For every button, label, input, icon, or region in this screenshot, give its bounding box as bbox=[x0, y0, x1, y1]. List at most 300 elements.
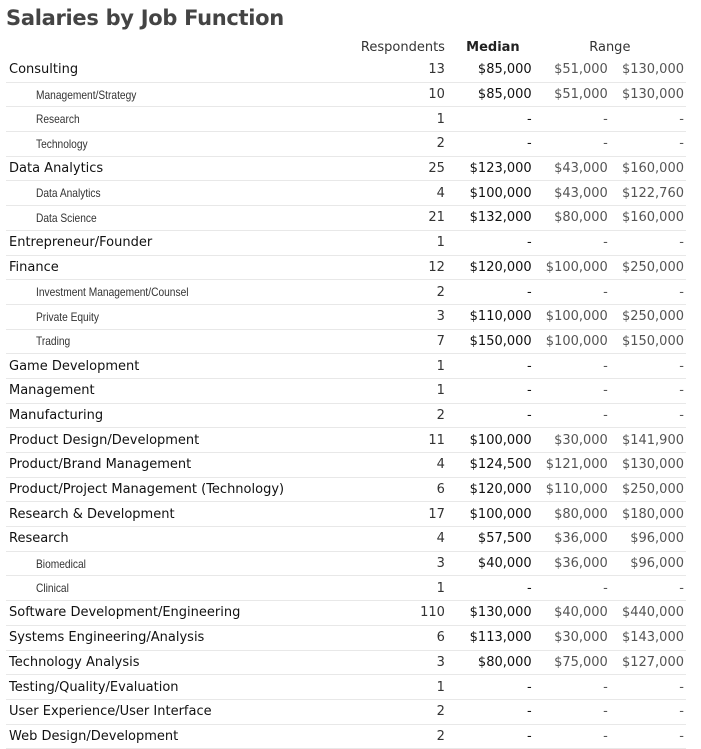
range-low-cell bbox=[534, 329, 610, 354]
row-label bbox=[6, 527, 361, 552]
range-high-cell-text: - bbox=[679, 235, 684, 251]
range-low-cell bbox=[534, 601, 610, 626]
row-label bbox=[6, 576, 361, 601]
median-cell bbox=[447, 230, 534, 255]
respondents-cell bbox=[361, 551, 447, 576]
range-low-cell-text: $51,000 bbox=[554, 62, 608, 78]
row-label bbox=[6, 477, 361, 502]
range-high-cell-text: - bbox=[679, 383, 684, 399]
median-cell bbox=[447, 428, 534, 453]
range-high-cell bbox=[610, 58, 686, 82]
median-cell-text: $80,000 bbox=[477, 654, 532, 670]
table-row bbox=[6, 329, 686, 354]
row-label-text: Product Design/Development bbox=[9, 432, 200, 448]
median-cell bbox=[447, 650, 534, 675]
respondents-cell-text: 6 bbox=[436, 630, 445, 646]
row-label bbox=[6, 453, 361, 478]
range-high-cell bbox=[610, 601, 686, 626]
row-label-text: Testing/Quality/Evaluation bbox=[9, 679, 179, 695]
respondents-cell-text: 6 bbox=[436, 482, 445, 498]
row-label-text: Research & Development bbox=[9, 506, 175, 522]
range-low-cell-text: $80,000 bbox=[554, 506, 608, 522]
table-row bbox=[6, 107, 686, 132]
row-label bbox=[6, 230, 361, 255]
respondents-cell-text: 11 bbox=[428, 432, 445, 448]
table-row bbox=[6, 675, 686, 700]
median-cell-text: $100,000 bbox=[469, 185, 532, 201]
range-low-cell bbox=[534, 206, 610, 231]
median-cell-text: - bbox=[526, 679, 532, 695]
median-cell-text: - bbox=[526, 728, 532, 744]
respondents-cell-text: 2 bbox=[436, 284, 445, 300]
row-label bbox=[6, 403, 361, 428]
row-label-text: Management bbox=[9, 383, 95, 399]
range-high-cell bbox=[610, 625, 686, 650]
range-high-cell-text: $122,760 bbox=[621, 185, 684, 201]
table-header bbox=[6, 36, 686, 58]
row-label bbox=[6, 329, 361, 354]
median-cell-text: $120,000 bbox=[469, 259, 532, 275]
median-cell-text: - bbox=[526, 358, 532, 374]
range-low-cell-text: $36,000 bbox=[554, 531, 608, 547]
row-label-text: Management/Strategy bbox=[36, 87, 137, 102]
range-high-cell bbox=[610, 724, 686, 749]
range-high-cell-text: $160,000 bbox=[621, 161, 684, 177]
range-high-cell bbox=[610, 453, 686, 478]
range-low-cell-text: $43,000 bbox=[554, 185, 608, 201]
respondents-cell bbox=[361, 675, 447, 700]
range-high-cell bbox=[610, 650, 686, 675]
range-low-cell bbox=[534, 181, 610, 206]
range-high-cell bbox=[610, 230, 686, 255]
row-label-text: Consulting bbox=[9, 62, 79, 78]
range-high-cell-text: $150,000 bbox=[621, 333, 684, 349]
range-high-cell-text: $96,000 bbox=[630, 531, 684, 547]
median-cell-text: - bbox=[526, 383, 532, 399]
median-cell-text: - bbox=[526, 284, 532, 300]
table-row bbox=[6, 403, 686, 428]
label-header bbox=[6, 36, 361, 58]
range-high-cell bbox=[610, 280, 686, 305]
table-row bbox=[6, 502, 686, 527]
row-label-text: Trading bbox=[36, 334, 71, 349]
range-high-cell-text: $130,000 bbox=[621, 457, 684, 473]
row-label-text: Research bbox=[9, 531, 69, 547]
row-label bbox=[6, 304, 361, 329]
range-low-cell bbox=[534, 576, 610, 601]
table-row bbox=[6, 230, 686, 255]
respondents-cell bbox=[361, 453, 447, 478]
range-high-cell bbox=[610, 699, 686, 724]
row-label-text: Biomedical bbox=[36, 556, 86, 571]
range-high-cell-text: - bbox=[679, 728, 684, 744]
range-high-cell bbox=[610, 156, 686, 181]
table-row bbox=[6, 428, 686, 453]
row-label-text: Product/Project Management (Technology) bbox=[9, 482, 285, 498]
respondents-cell-text: 3 bbox=[436, 309, 445, 325]
row-label bbox=[6, 699, 361, 724]
range-high-cell-text: - bbox=[679, 704, 684, 720]
median-cell bbox=[447, 206, 534, 231]
row-label-text: Private Equity bbox=[36, 309, 99, 324]
range-high-cell bbox=[610, 477, 686, 502]
table-row bbox=[6, 650, 686, 675]
median-cell bbox=[447, 576, 534, 601]
median-cell bbox=[447, 255, 534, 280]
row-label-text: Clinical bbox=[36, 581, 69, 596]
table-row bbox=[6, 699, 686, 724]
median-cell bbox=[447, 181, 534, 206]
respondents-cell-text: 10 bbox=[428, 87, 445, 103]
range-high-cell-text: $250,000 bbox=[621, 309, 684, 325]
row-label bbox=[6, 650, 361, 675]
median-cell-text: $100,000 bbox=[469, 432, 532, 448]
row-label-text: Data Science bbox=[36, 210, 97, 225]
respondents-cell-text: 4 bbox=[436, 457, 445, 473]
table-row bbox=[6, 551, 686, 576]
range-high-cell bbox=[610, 502, 686, 527]
respondents-cell bbox=[361, 576, 447, 601]
range-high-cell-text: - bbox=[679, 136, 684, 152]
range-high-cell-text: $130,000 bbox=[621, 62, 684, 78]
respondents-cell bbox=[361, 156, 447, 181]
table-row bbox=[6, 255, 686, 280]
row-label-text: Product/Brand Management bbox=[9, 457, 192, 473]
respondents-cell bbox=[361, 699, 447, 724]
range-low-cell bbox=[534, 304, 610, 329]
range-high-cell bbox=[610, 304, 686, 329]
range-low-cell bbox=[534, 527, 610, 552]
respondents-cell-text: 2 bbox=[436, 704, 445, 720]
row-label bbox=[6, 601, 361, 626]
range-high-cell-text: $160,000 bbox=[621, 210, 684, 226]
median-cell-text: $150,000 bbox=[469, 333, 532, 349]
range-low-cell-text: - bbox=[603, 358, 608, 374]
row-label-text: Data Analytics bbox=[9, 161, 104, 177]
respondents-cell-text: 1 bbox=[436, 383, 445, 399]
range-low-cell bbox=[534, 156, 610, 181]
row-label-text: Entrepreneur/Founder bbox=[9, 235, 153, 251]
respondents-cell-text: 4 bbox=[436, 185, 445, 201]
range-low-cell bbox=[534, 132, 610, 157]
median-cell-text: $123,000 bbox=[469, 161, 532, 177]
median-cell-text: - bbox=[526, 136, 532, 152]
range-low-cell bbox=[534, 354, 610, 379]
respondents-cell-text: 3 bbox=[436, 556, 445, 572]
respondents-cell-text: 2 bbox=[436, 728, 445, 744]
respondents-cell-text: 1 bbox=[436, 111, 445, 127]
median-cell bbox=[447, 304, 534, 329]
row-label-text: User Experience/User Interface bbox=[9, 704, 212, 720]
table-row bbox=[6, 527, 686, 552]
respondents-cell bbox=[361, 58, 447, 82]
row-label-text: Data Analytics bbox=[36, 186, 101, 201]
range-low-cell-text: - bbox=[603, 111, 608, 127]
respondents-cell bbox=[361, 354, 447, 379]
row-label-text: Game Development bbox=[9, 358, 140, 374]
range-high-cell-text: $130,000 bbox=[621, 87, 684, 103]
median-cell bbox=[447, 601, 534, 626]
respondents-cell bbox=[361, 82, 447, 107]
range-low-cell-text: $40,000 bbox=[554, 605, 608, 621]
respondents-cell bbox=[361, 378, 447, 403]
range-high-cell-text: $143,000 bbox=[621, 630, 684, 646]
range-high-cell bbox=[610, 403, 686, 428]
row-label bbox=[6, 58, 361, 82]
median-cell bbox=[447, 403, 534, 428]
respondents-cell-text: 25 bbox=[428, 161, 445, 177]
median-cell-text: - bbox=[526, 580, 532, 596]
table-row bbox=[6, 280, 686, 305]
range-high-cell bbox=[610, 329, 686, 354]
respondents-cell-text: 1 bbox=[436, 679, 445, 695]
range-low-cell-text: $75,000 bbox=[554, 654, 608, 670]
respondents-cell-text: 1 bbox=[436, 358, 445, 374]
respondents-cell bbox=[361, 428, 447, 453]
respondents-cell-text: 13 bbox=[428, 62, 445, 78]
row-label bbox=[6, 280, 361, 305]
range-low-cell bbox=[534, 428, 610, 453]
median-cell bbox=[447, 329, 534, 354]
table-row bbox=[6, 576, 686, 601]
row-label bbox=[6, 181, 361, 206]
range-high-cell-text: $250,000 bbox=[621, 259, 684, 275]
table-row bbox=[6, 181, 686, 206]
respondents-cell bbox=[361, 230, 447, 255]
range-high-cell bbox=[610, 132, 686, 157]
range-high-cell-text: - bbox=[679, 679, 684, 695]
respondents-cell-text: 1 bbox=[436, 580, 445, 596]
range-high-cell bbox=[610, 206, 686, 231]
respondents-cell-text: 110 bbox=[420, 605, 445, 621]
row-label bbox=[6, 354, 361, 379]
table-row bbox=[6, 58, 686, 82]
range-low-cell-text: $36,000 bbox=[554, 556, 608, 572]
row-label-text: Web Design/Development bbox=[9, 728, 179, 744]
range-high-cell-text: - bbox=[679, 580, 684, 596]
range-low-cell-text: - bbox=[603, 407, 608, 423]
row-label bbox=[6, 625, 361, 650]
range-low-cell-text: $30,000 bbox=[554, 630, 608, 646]
respondents-cell bbox=[361, 625, 447, 650]
median-cell bbox=[447, 551, 534, 576]
respondents-cell bbox=[361, 181, 447, 206]
range-high-cell bbox=[610, 675, 686, 700]
range-high-cell-text: $96,000 bbox=[630, 556, 684, 572]
respondents-cell bbox=[361, 403, 447, 428]
row-label-text: Manufacturing bbox=[9, 407, 104, 423]
median-cell-text: - bbox=[526, 704, 532, 720]
respondents-cell-text: 12 bbox=[428, 259, 445, 275]
respondents-cell bbox=[361, 601, 447, 626]
row-label-text: Software Development/Engineering bbox=[9, 605, 241, 621]
row-label bbox=[6, 724, 361, 749]
table-row bbox=[6, 354, 686, 379]
median-cell bbox=[447, 280, 534, 305]
row-label bbox=[6, 206, 361, 231]
range-low-cell-text: - bbox=[603, 728, 608, 744]
table-row bbox=[6, 453, 686, 478]
salary-table bbox=[6, 36, 686, 749]
range-low-cell-text: - bbox=[603, 383, 608, 399]
respondents-cell bbox=[361, 206, 447, 231]
median-cell-text: - bbox=[526, 407, 532, 423]
table-row bbox=[6, 206, 686, 231]
range-low-cell bbox=[534, 280, 610, 305]
range-high-cell bbox=[610, 378, 686, 403]
row-label-text: Technology Analysis bbox=[9, 654, 140, 670]
row-label bbox=[6, 428, 361, 453]
range-low-cell-text: $30,000 bbox=[554, 432, 608, 448]
table-row bbox=[6, 601, 686, 626]
range-high-cell bbox=[610, 527, 686, 552]
range-high-cell-text: $440,000 bbox=[621, 605, 684, 621]
row-label-text: Investment Management/Counsel bbox=[36, 285, 189, 300]
range-high-cell-text: - bbox=[679, 358, 684, 374]
range-low-cell-text: $121,000 bbox=[545, 457, 608, 473]
range-header: Range bbox=[589, 39, 631, 55]
respondents-cell-text: 2 bbox=[436, 136, 445, 152]
range-low-cell-text: $51,000 bbox=[554, 87, 608, 103]
range-high-cell-text: - bbox=[679, 407, 684, 423]
range-low-cell-text: $110,000 bbox=[545, 482, 608, 498]
range-low-cell bbox=[534, 82, 610, 107]
respondents-cell-text: 17 bbox=[428, 506, 445, 522]
range-high-cell-text: - bbox=[679, 284, 684, 300]
range-low-cell bbox=[534, 724, 610, 749]
respondents-cell bbox=[361, 527, 447, 552]
median-cell bbox=[447, 527, 534, 552]
range-high-cell bbox=[610, 576, 686, 601]
table-body bbox=[6, 58, 686, 749]
respondents-cell bbox=[361, 650, 447, 675]
range-high-cell bbox=[610, 107, 686, 132]
row-label-text: Technology bbox=[36, 136, 88, 151]
median-cell bbox=[447, 477, 534, 502]
range-low-cell-text: $100,000 bbox=[545, 309, 608, 325]
row-label bbox=[6, 378, 361, 403]
table-row bbox=[6, 156, 686, 181]
median-cell bbox=[447, 675, 534, 700]
median-cell-text: $124,500 bbox=[469, 457, 532, 473]
row-label bbox=[6, 502, 361, 527]
range-low-cell bbox=[534, 453, 610, 478]
range-low-cell bbox=[534, 255, 610, 280]
range-high-cell bbox=[610, 551, 686, 576]
row-label bbox=[6, 156, 361, 181]
respondents-cell bbox=[361, 502, 447, 527]
median-cell bbox=[447, 453, 534, 478]
median-cell bbox=[447, 625, 534, 650]
range-low-cell-text: - bbox=[603, 136, 608, 152]
row-label-text: Research bbox=[36, 112, 80, 127]
median-cell bbox=[447, 132, 534, 157]
respondents-cell-text: 4 bbox=[436, 531, 445, 547]
table-row bbox=[6, 477, 686, 502]
row-label-text: Systems Engineering/Analysis bbox=[9, 630, 205, 646]
respondents-cell bbox=[361, 329, 447, 354]
page-title: Salaries by Job Function bbox=[6, 6, 284, 30]
median-cell-text: $130,000 bbox=[469, 605, 532, 621]
range-low-cell bbox=[534, 675, 610, 700]
median-cell bbox=[447, 724, 534, 749]
row-label bbox=[6, 551, 361, 576]
median-cell bbox=[447, 156, 534, 181]
median-cell bbox=[447, 58, 534, 82]
range-low-cell-text: $100,000 bbox=[545, 333, 608, 349]
range-low-cell-text: $100,000 bbox=[545, 259, 608, 275]
row-label-text: Finance bbox=[9, 259, 59, 275]
range-high-cell bbox=[610, 82, 686, 107]
range-low-cell-text: $43,000 bbox=[554, 161, 608, 177]
range-low-cell bbox=[534, 551, 610, 576]
median-cell-text: $110,000 bbox=[469, 309, 532, 325]
median-cell bbox=[447, 354, 534, 379]
median-cell-text: $85,000 bbox=[477, 62, 532, 78]
median-cell-text: $57,500 bbox=[477, 531, 532, 547]
row-label bbox=[6, 82, 361, 107]
range-high-cell-text: $141,900 bbox=[621, 432, 684, 448]
table-row bbox=[6, 724, 686, 749]
respondents-cell-text: 21 bbox=[428, 210, 445, 226]
range-low-cell bbox=[534, 403, 610, 428]
range-high-cell-text: $250,000 bbox=[621, 482, 684, 498]
median-cell bbox=[447, 699, 534, 724]
median-cell-text: - bbox=[526, 111, 532, 127]
median-cell-text: $132,000 bbox=[469, 210, 532, 226]
row-label bbox=[6, 132, 361, 157]
table-row bbox=[6, 82, 686, 107]
respondents-cell-text: 2 bbox=[436, 407, 445, 423]
median-cell-text: $120,000 bbox=[469, 482, 532, 498]
median-cell bbox=[447, 502, 534, 527]
median-cell-text: - bbox=[526, 235, 532, 251]
range-low-cell bbox=[534, 650, 610, 675]
range-high-cell bbox=[610, 181, 686, 206]
respondents-cell bbox=[361, 255, 447, 280]
range-high-cell bbox=[610, 354, 686, 379]
range-low-cell bbox=[534, 58, 610, 82]
median-cell-text: $113,000 bbox=[469, 630, 532, 646]
table-row bbox=[6, 625, 686, 650]
range-low-cell-text: - bbox=[603, 679, 608, 695]
range-high-cell bbox=[610, 428, 686, 453]
table-row bbox=[6, 132, 686, 157]
row-label bbox=[6, 255, 361, 280]
range-high-cell-text: $180,000 bbox=[621, 506, 684, 522]
range-low-cell-text: - bbox=[603, 704, 608, 720]
respondents-cell bbox=[361, 477, 447, 502]
median-cell bbox=[447, 82, 534, 107]
respondents-cell bbox=[361, 280, 447, 305]
range-low-cell bbox=[534, 477, 610, 502]
range-high-cell-text: - bbox=[679, 111, 684, 127]
range-low-cell bbox=[534, 378, 610, 403]
range-low-cell-text: $80,000 bbox=[554, 210, 608, 226]
range-high-cell bbox=[610, 255, 686, 280]
respondents-cell bbox=[361, 304, 447, 329]
median-cell bbox=[447, 378, 534, 403]
range-low-cell-text: - bbox=[603, 235, 608, 251]
range-low-cell bbox=[534, 699, 610, 724]
respondents-header: Respondents bbox=[360, 39, 445, 55]
row-label bbox=[6, 675, 361, 700]
range-low-cell bbox=[534, 625, 610, 650]
range-low-cell bbox=[534, 107, 610, 132]
respondents-cell-text: 1 bbox=[436, 235, 445, 251]
median-header: Median bbox=[466, 39, 520, 55]
respondents-cell-text: 7 bbox=[436, 333, 445, 349]
